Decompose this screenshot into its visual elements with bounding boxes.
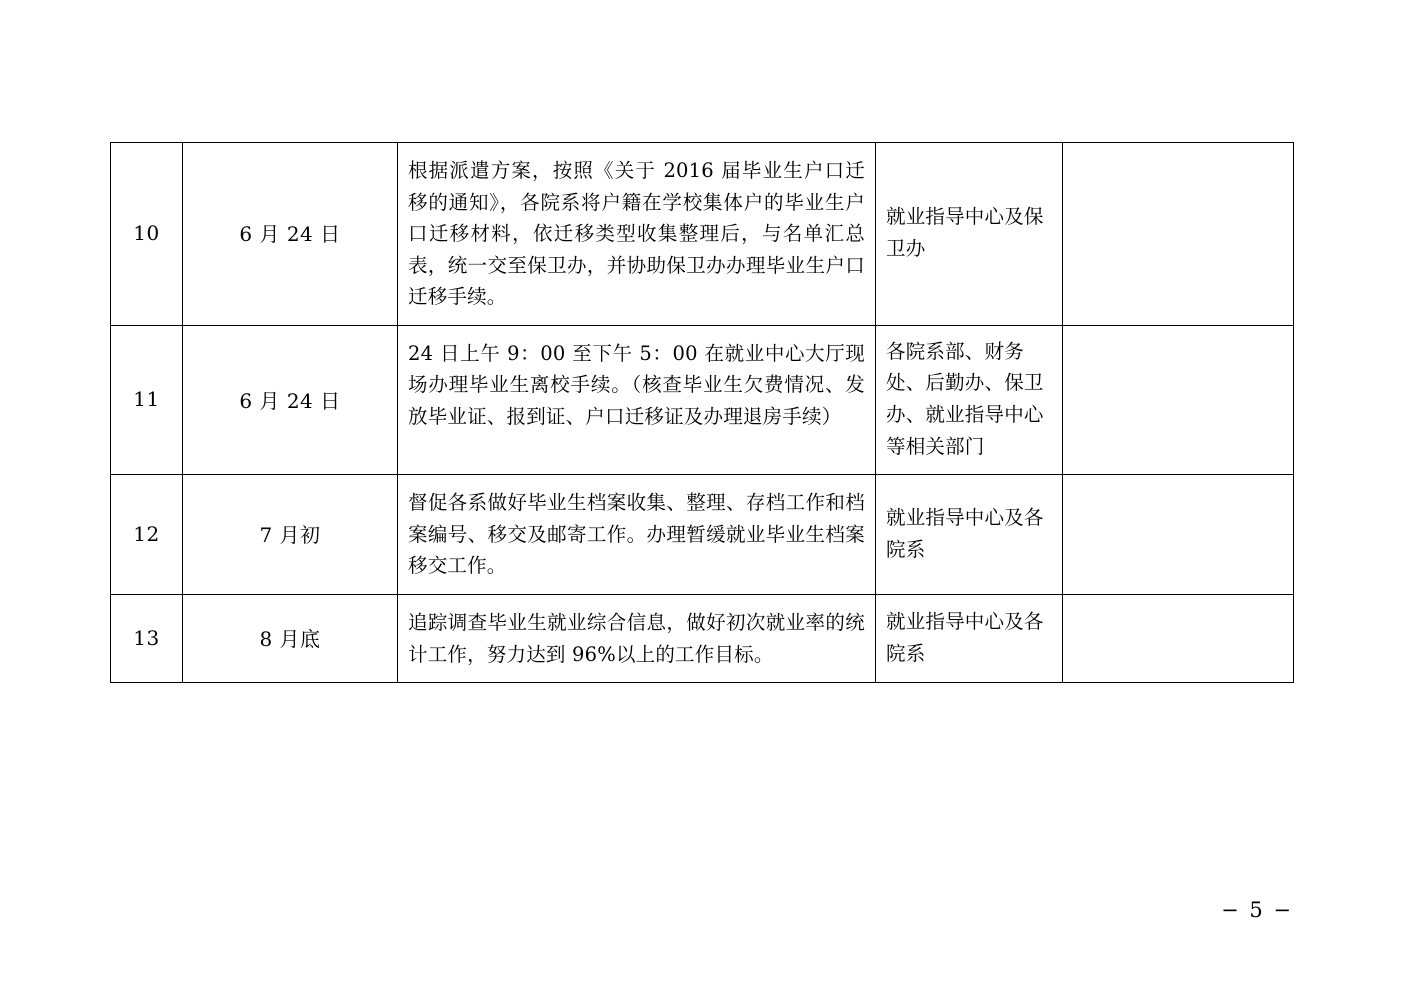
row-index: 10	[111, 143, 183, 326]
row-department: 就业指导中心及各院系	[876, 594, 1063, 682]
table-row	[111, 475, 1294, 595]
row-content: 根据派遣方案，按照《关于 2016 届毕业生户口迁移的通知》，各院系将户籍在学校集体户的毕业生户口迁移材料，依迁移类型收集整理后，与名单汇总表，统一交至保卫办，并协助保卫办办理毕业生户口迁移手续。	[398, 143, 876, 326]
row-department: 各院系部、财务处、后勤办、保卫办、就业指导中心等相关部门	[876, 325, 1063, 474]
row-remark	[1063, 325, 1294, 474]
row-content: 追踪调查毕业生就业综合信息，做好初次就业率的统计工作，努力达到 96%以上的工作目标。	[398, 594, 876, 682]
table-row	[111, 325, 1294, 474]
row-date: 8 月底	[183, 594, 398, 682]
row-department: 就业指导中心及各院系	[876, 475, 1063, 595]
row-remark	[1063, 475, 1294, 595]
row-remark	[1063, 143, 1294, 326]
row-department: 就业指导中心及保卫办	[876, 143, 1063, 326]
row-content: 督促各系做好毕业生档案收集、整理、存档工作和档案编号、移交及邮寄工作。办理暂缓就业毕业生档案移交工作。	[398, 475, 876, 595]
table-row	[111, 143, 1294, 326]
page-number: − 5 −	[1221, 898, 1293, 922]
row-index: 13	[111, 594, 183, 682]
row-content: 24 日上午 9：00 至下午 5：00 在就业中心大厅现场办理毕业生离校手续。（核查毕业生欠费情况、发放毕业证、报到证、户口迁移证及办理退房手续）	[398, 325, 876, 474]
graduation-schedule-table	[110, 142, 1294, 683]
row-date: 6 月 24 日	[183, 325, 398, 474]
row-index: 12	[111, 475, 183, 595]
row-index: 11	[111, 325, 183, 474]
row-remark	[1063, 594, 1294, 682]
row-date: 7 月初	[183, 475, 398, 595]
row-date: 6 月 24 日	[183, 143, 398, 326]
table-row	[111, 594, 1294, 682]
table-body	[111, 143, 1294, 683]
